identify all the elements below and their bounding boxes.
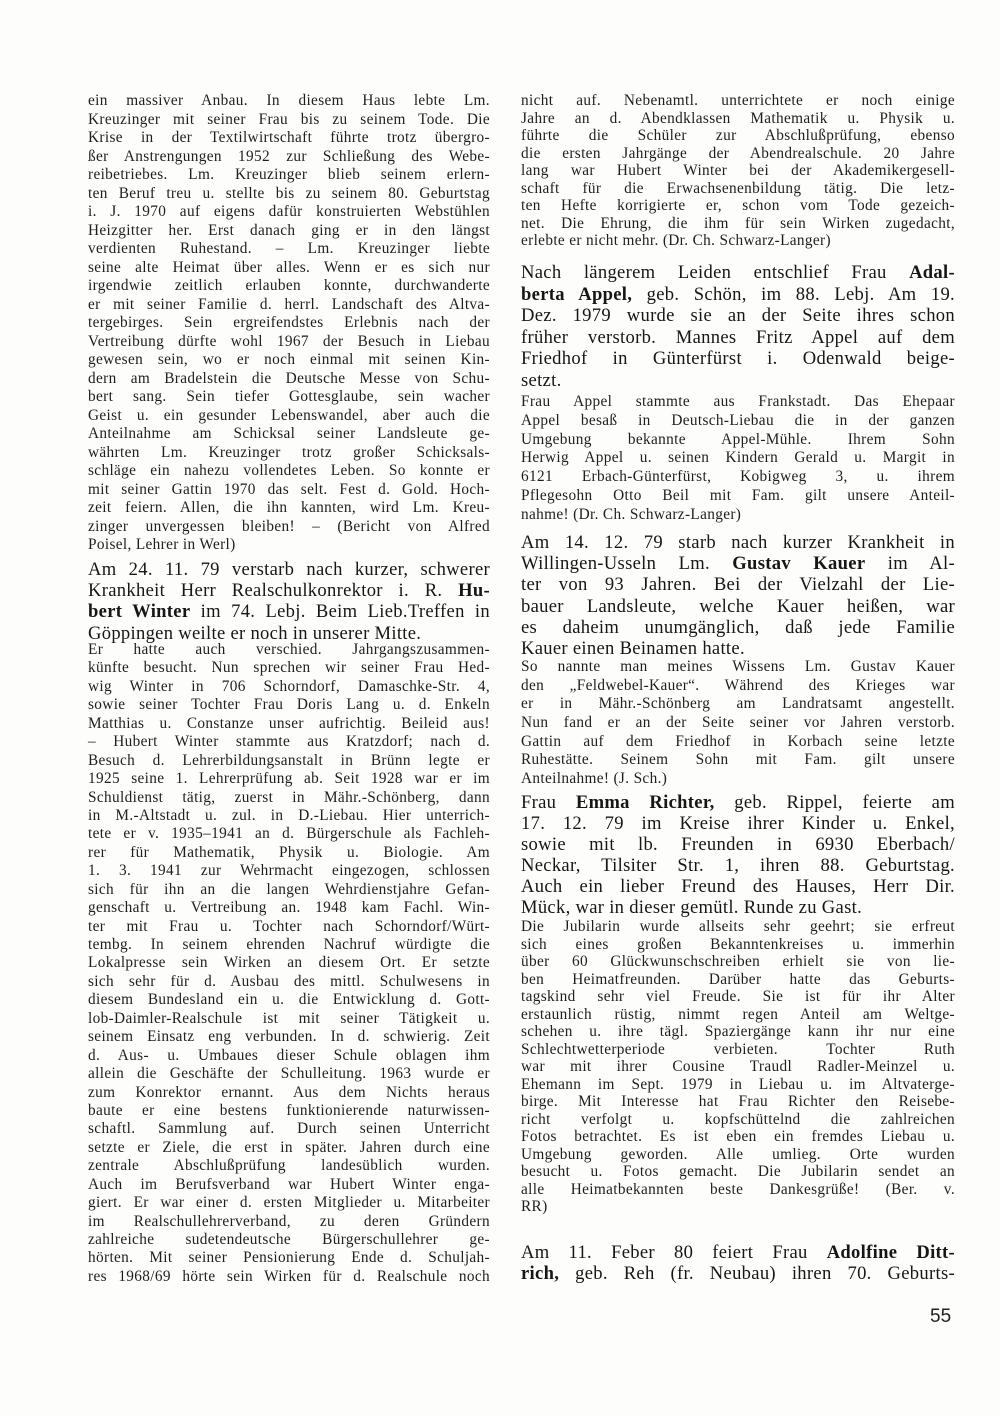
text-line: d. Aus- u. Umbaues dieser Schule oblagen ihm [88, 1046, 490, 1064]
person-name-bold: Adal- [909, 262, 955, 283]
text-line: erlebte er nicht mehr. (Dr. Ch. Schwarz-Langer) [521, 232, 831, 249]
text-line: hörten. Mit seiner Pensionierung Ende d. Schuljah- [88, 1249, 490, 1267]
text-line: Am 24. 11. 79 verstarb nach kurzer, schwerer [88, 559, 490, 580]
text-line: schaft für die Erwachsenenbildung tätig. Die letz- [521, 179, 955, 197]
text-line: Am 14. 12. 79 starb nach kurzer Krankheit in [521, 532, 955, 553]
text-line: ein massiver Anbau. In diesem Haus lebte Lm. [88, 92, 490, 109]
text-line: war mit ihrer Cousine Traudl Radler-Meinzel u. [521, 1058, 955, 1075]
text-line: diesem Bundesland ein u. die Entwicklung d. Gott- [88, 991, 490, 1009]
text-line: früher verstorb. Mannes Fritz Appel auf dem [521, 326, 955, 348]
text-line: schläge ein nahezu vollendetes Leben. So konnte er [88, 462, 490, 479]
text-line: ter mit Frau u. Tochter nach Schorndorf/Würt- [88, 917, 490, 935]
text-line: setzte er Ziele, die erst in später. Jahren durch eine [88, 1138, 490, 1156]
text-line: irgendwie zeitlich erlauben konnte, durchwanderte [88, 277, 490, 294]
text-line: net. Die Ehrung, die ihm für sein Wirken zugedacht, [521, 214, 955, 232]
article-lead-paragraph [521, 262, 955, 392]
text-line: ßer Anstrengungen 1952 zur Schließung des Webe- [88, 147, 490, 165]
text-line: ten Hefte korrigierte er, schon vom Tode gezeich- [521, 197, 955, 214]
article-body-paragraph [521, 918, 955, 1216]
text-line: Ruhestätte. Seinem Sohn mit Fam. gilt unsere [521, 751, 955, 769]
text-line: wig Winter in 706 Schorndorf, Damaschke-Str. 4, [88, 677, 490, 695]
text-line: mit seiner Gattin 1970 das selt. Fest d. Gold. Hoch- [88, 480, 490, 498]
text-line [521, 553, 955, 574]
text-line: Die Jubilarin wurde allseits sehr geehrt; sie erfreut [521, 918, 955, 935]
text-line: lang war Hubert Winter bei der Akademikergesell- [521, 162, 955, 179]
text-line: Geist u. ein gesunder Lebenswandel, aber auch die [88, 406, 490, 424]
text-line: Anteilnahme am Schicksal seiner Landsleute ge- [88, 425, 490, 442]
text-line: baute er eine bestens funktionierende naturwissen- [88, 1101, 490, 1119]
text-line: sowie mit lb. Freunden in 6930 Eberbach/ [521, 834, 955, 855]
text-line: Lokalpresse sein Wirken an diesem Ort. Er setzte [88, 954, 490, 972]
text-line: nahme! (Dr. Ch. Schwarz-Langer) [521, 505, 742, 523]
text-line [521, 262, 955, 284]
text-line: sich für ihn an die langen Wehrdienstjahre Gefan- [88, 880, 490, 898]
text-line: – Hubert Winter stammte aus Kratzdorf; nach d. [88, 733, 490, 751]
person-name-bold: bert Winter [88, 601, 191, 623]
text-line: Herwig Appel u. seinen Kindern Gerald u. Margit in [521, 449, 955, 467]
article-lead-paragraph [521, 792, 955, 918]
text-line: besucht u. Fotos gemacht. Die Jubilarin sendet an [521, 1163, 955, 1180]
text-segment: geb. Rippel, feierte am [714, 792, 955, 813]
text-line: Anteilnahme! (J. Sch.) [521, 770, 668, 788]
person-name-bold: rich, [521, 1263, 560, 1285]
article-body-paragraph [521, 658, 955, 789]
person-name-bold: berta Appel, [521, 283, 633, 305]
article-body-paragraph [521, 393, 955, 525]
text-line: 1. 3. 1941 zur Wehrmacht eingezogen, schlossen [88, 862, 490, 880]
text-line [88, 601, 490, 622]
text-segment: im 74. Lebj. Beim Lieb.Treffen in [190, 601, 490, 623]
text-line: zeit feiern. Allen, die ihn kannten, wird Lm. Kreu- [88, 499, 490, 516]
text-line: tergebirges. Sein ergreifendstes Erlebnis nach der [88, 314, 490, 331]
text-line: künfte besucht. Nun sprechen wir seiner Frau Hed- [88, 659, 490, 677]
text-line: Vertreibung dürfte wohl 1967 der Besuch in Liebau [88, 332, 490, 350]
text-line: schehen u. ihre tägl. Spaziergänge kann ihr nur eine [521, 1023, 955, 1040]
article-body-paragraph [521, 92, 955, 250]
text-line: Besuch d. Lehrerbildungsanstalt in Brünn legte er [88, 751, 490, 769]
text-line: Fotos betrachtet. Es ist eben ein fremdes Liebau u. [521, 1128, 955, 1145]
text-line: 17. 12. 79 im Kreise ihrer Kinder u. Enkel, [521, 813, 955, 834]
text-segment: Nach längerem Leiden entschlief Frau [521, 262, 910, 283]
text-line: res 1968/69 hörte sein Wirken für d. Realschule noch [88, 1267, 490, 1285]
text-line: sich sehr für d. Ausbau des mittl. Schulwesens in [88, 972, 490, 990]
text-line: giert. Er war einer d. ersten Mitglieder u. Mitarbeiter [88, 1194, 490, 1212]
text-line: Göppingen weilte er noch in unserer Mitte. [88, 622, 422, 644]
text-line: ten Beruf treu u. stellte bis zu seinem 80. Geburtstag [88, 184, 490, 202]
text-line: er mit seiner Familie d. herrl. Landschaft des Altva- [88, 295, 490, 313]
text-line: bauer Landsleute, welche Kauer heißen, war [521, 595, 955, 617]
text-line: nicht auf. Nebenamtl. unterrichtete er noch einige [521, 92, 955, 109]
text-line: zahlreiche sudetendeutsche Bürgerschullehrer ge- [88, 1231, 490, 1248]
text-line: richt verfolgt u. kopfschüttelnd die zahlreichen [521, 1110, 955, 1128]
text-line: Pflegesohn Otto Beil mit Fam. gilt unsere Anteil- [521, 486, 955, 504]
text-segment: Krankheit Herr Realschulkonrektor i. R. [88, 580, 459, 602]
text-line: birge. Mit Interesse hat Frau Richter den Reisebe- [521, 1093, 955, 1110]
text-line: Matthias u. Constanze unser aufrichtig. Beileid aus! [88, 714, 490, 732]
text-line: gewesen sein, wo er noch einmal mit seinen Kin- [88, 351, 490, 368]
person-name-bold: Gustav Kauer [732, 553, 866, 575]
text-line: bert sang. Sein tiefer Gottesglaube, sein wacher [88, 388, 490, 405]
text-line: dern am Bradelstein die Deutsche Messe von Schu- [88, 369, 490, 387]
text-line: Umgebung bekannte Appel-Mühle. Ihrem Sohn [521, 430, 955, 448]
text-line: währten Lm. Kreuzinger trotz großer Schicksals- [88, 443, 490, 461]
text-line: Auch im Berufsverband war Hubert Winter enga- [88, 1175, 490, 1193]
text-line: RR) [521, 1198, 548, 1215]
text-line: tete er v. 1935–1941 an d. Bürgerschule als Fachleh- [88, 825, 490, 843]
text-line: i. J. 1970 auf eigens dafür konstruierten Webstühlen [88, 203, 490, 220]
text-line: in M.-Altstadt u. zul. in D.-Liebau. Hier unterrich- [88, 806, 490, 824]
text-line [521, 1242, 955, 1263]
text-line: ben Heimatfreunden. Darüber hatte das Geburts- [521, 970, 955, 988]
text-line: Jahre an d. Abendklassen Mathematik u. Physik u. [521, 109, 955, 127]
text-line: Schlechtwetterperiode verbieten. Tochter Ruth [521, 1040, 955, 1058]
text-line: Frau Appel stammte aus Frankstadt. Das Ehepaar [521, 393, 955, 410]
text-line: zentrale Abschlußprüfung landesüblich wurden. [88, 1157, 490, 1175]
text-line: alle Heimatbekannten beste Dankesgrüße! (Ber. v. [521, 1180, 955, 1198]
text-line: Kreuzinger mit seiner Frau bis zu seinem Tode. Die [88, 110, 490, 128]
text-line: lob-Daimler-Realschule ist mit seiner Tätigkeit u. [88, 1009, 490, 1027]
person-name-bold: Emma Richter, [575, 792, 715, 813]
article-body-paragraph [88, 641, 490, 1286]
text-line: Ehemann im Sept. 1979 in Liebau u. im Altvaterge- [521, 1075, 955, 1093]
text-segment: geb. Reh (fr. Neubau) ihren 70. Geburts- [559, 1263, 955, 1285]
text-segment: Willingen-Usseln Lm. [521, 553, 733, 575]
text-line: setzt. [521, 369, 562, 391]
text-line: Kauer einen Beinamen hatte. [521, 637, 745, 659]
text-line: Neckar, Tilsiter Str. 1, ihren 88. Geburtstag. [521, 855, 955, 876]
article-body-paragraph [88, 92, 490, 555]
text-line [521, 1263, 955, 1284]
text-segment: im Al- [865, 553, 955, 575]
text-segment: Frau [521, 792, 576, 813]
text-line: über 60 Glückwunschschreiben erhielt sie von lie- [521, 953, 955, 970]
text-line [88, 580, 490, 601]
text-line: tagskind sehr viel Freude. Sie ist für ihr Alter [521, 988, 955, 1005]
text-line: seinem Einsatz eng verbunden. In d. schwierig. Zeit [88, 1028, 490, 1046]
text-line: er in Mähr.-Schönberg am Landratsamt angestellt. [521, 695, 955, 713]
text-line: Dez. 1979 wurde sie an der Seite ihres schon [521, 305, 955, 327]
text-line [521, 284, 955, 306]
text-line: ter von 93 Jahren. Bei der Vielzahl der Lie- [521, 574, 955, 596]
text-line: rer für Mathematik, Physik u. Biologie. Am [88, 843, 490, 861]
text-line: schaftl. Sammlung auf. Durch seinen Unterricht [88, 1120, 490, 1138]
text-line: Nun fand er an der Seite seiner vor Jahren verstorb. [521, 714, 955, 732]
text-segment: geb. Schön, im 88. Lebj. Am 19. [632, 283, 956, 305]
article-lead-paragraph [521, 1242, 955, 1284]
text-line: Schuldienst tätig, zuerst in Mähr.-Schönberg, dann [88, 788, 490, 806]
article-lead-paragraph [88, 559, 490, 644]
text-line: die ersten Jahrgänge der Abendrealschule. 20 Jahre [521, 144, 955, 162]
text-line: sich eines großen Bekanntenkreises u. immerhin [521, 935, 955, 953]
text-line: 6121 Erbach-Günterfürst, Kobigweg 3, u. ihrem [521, 468, 955, 486]
article-lead-paragraph [521, 532, 955, 659]
text-line: seine alte Heimat über alles. Wenn er es sich nur [88, 258, 490, 276]
text-line: erstaunlich rüstig, nimmt regen Anteil am Weltge- [521, 1005, 955, 1023]
text-line: So nannte man meines Wissens Lm. Gustav Kauer [521, 658, 955, 675]
text-line: allein die Geschäfte der Schulleitung. 1963 wurde er [88, 1065, 490, 1083]
text-line: Umgebung geworden. Alle umlieg. Orte wurden [521, 1145, 955, 1163]
page-number: 55 [930, 1306, 952, 1327]
text-segment: Am 11. Feber 80 feiert Frau [521, 1242, 827, 1263]
text-line: verdienten Ruhestand. – Lm. Kreuzinger liebte [88, 240, 490, 257]
text-line: sowie seiner Tochter Frau Doris Lang u. d. Enkeln [88, 696, 490, 714]
person-name-bold: Adolfine Ditt- [826, 1242, 956, 1263]
text-line: Friedhof in Günterfürst i. Odenwald beige- [521, 348, 955, 370]
text-line: den „Feldwebel-Kauer“. Während des Krieges war [521, 676, 955, 694]
text-line: zum Konrektor ernannt. Aus dem Nichts heraus [88, 1083, 490, 1101]
text-line: Appel besaß in Deutsch-Liebau die in der ganzen [521, 411, 955, 429]
text-line: reibetriebes. Lm. Kreuzinger blieb seinem erlern- [88, 166, 490, 183]
text-line: Gattin auf dem Friedhof in Korbach seine letzte [521, 732, 955, 750]
text-line: Poisel, Lehrer in Werl) [88, 536, 236, 553]
text-line: 1925 seine 1. Lehrerprüfung ab. Seit 1928 war er im [88, 770, 490, 788]
text-line: Auch ein lieber Freund des Hauses, Herr Dir. [521, 876, 955, 897]
text-line: führte die Schüler zur Abschlußprüfung, ebenso [521, 127, 955, 144]
text-line [521, 792, 955, 813]
text-line: im Realschullehrerverband, zu deren Gründern [88, 1212, 490, 1230]
text-line: genschaft u. Vertreibung an. 1948 kam Fachl. Win- [88, 899, 490, 917]
text-line: es daheim unumgänglich, daß jede Familie [521, 616, 955, 638]
text-line: Mück, war in dieser gemütl. Runde zu Gast. [521, 897, 863, 918]
text-line: Er hatte auch verschied. Jahrgangszusammen- [88, 641, 490, 658]
text-line: tembg. In seinem ehrenden Nachruf würdigte die [88, 936, 490, 953]
person-name-bold: Hu- [458, 580, 490, 602]
text-line: Heizgitter her. Erst danach ging er in den längst [88, 221, 490, 239]
text-line: Krise in der Textilwirtschaft führte trotz übergro- [88, 129, 490, 146]
text-line: zinger unvergessen bleiben! – (Bericht von Alfred [88, 517, 490, 535]
